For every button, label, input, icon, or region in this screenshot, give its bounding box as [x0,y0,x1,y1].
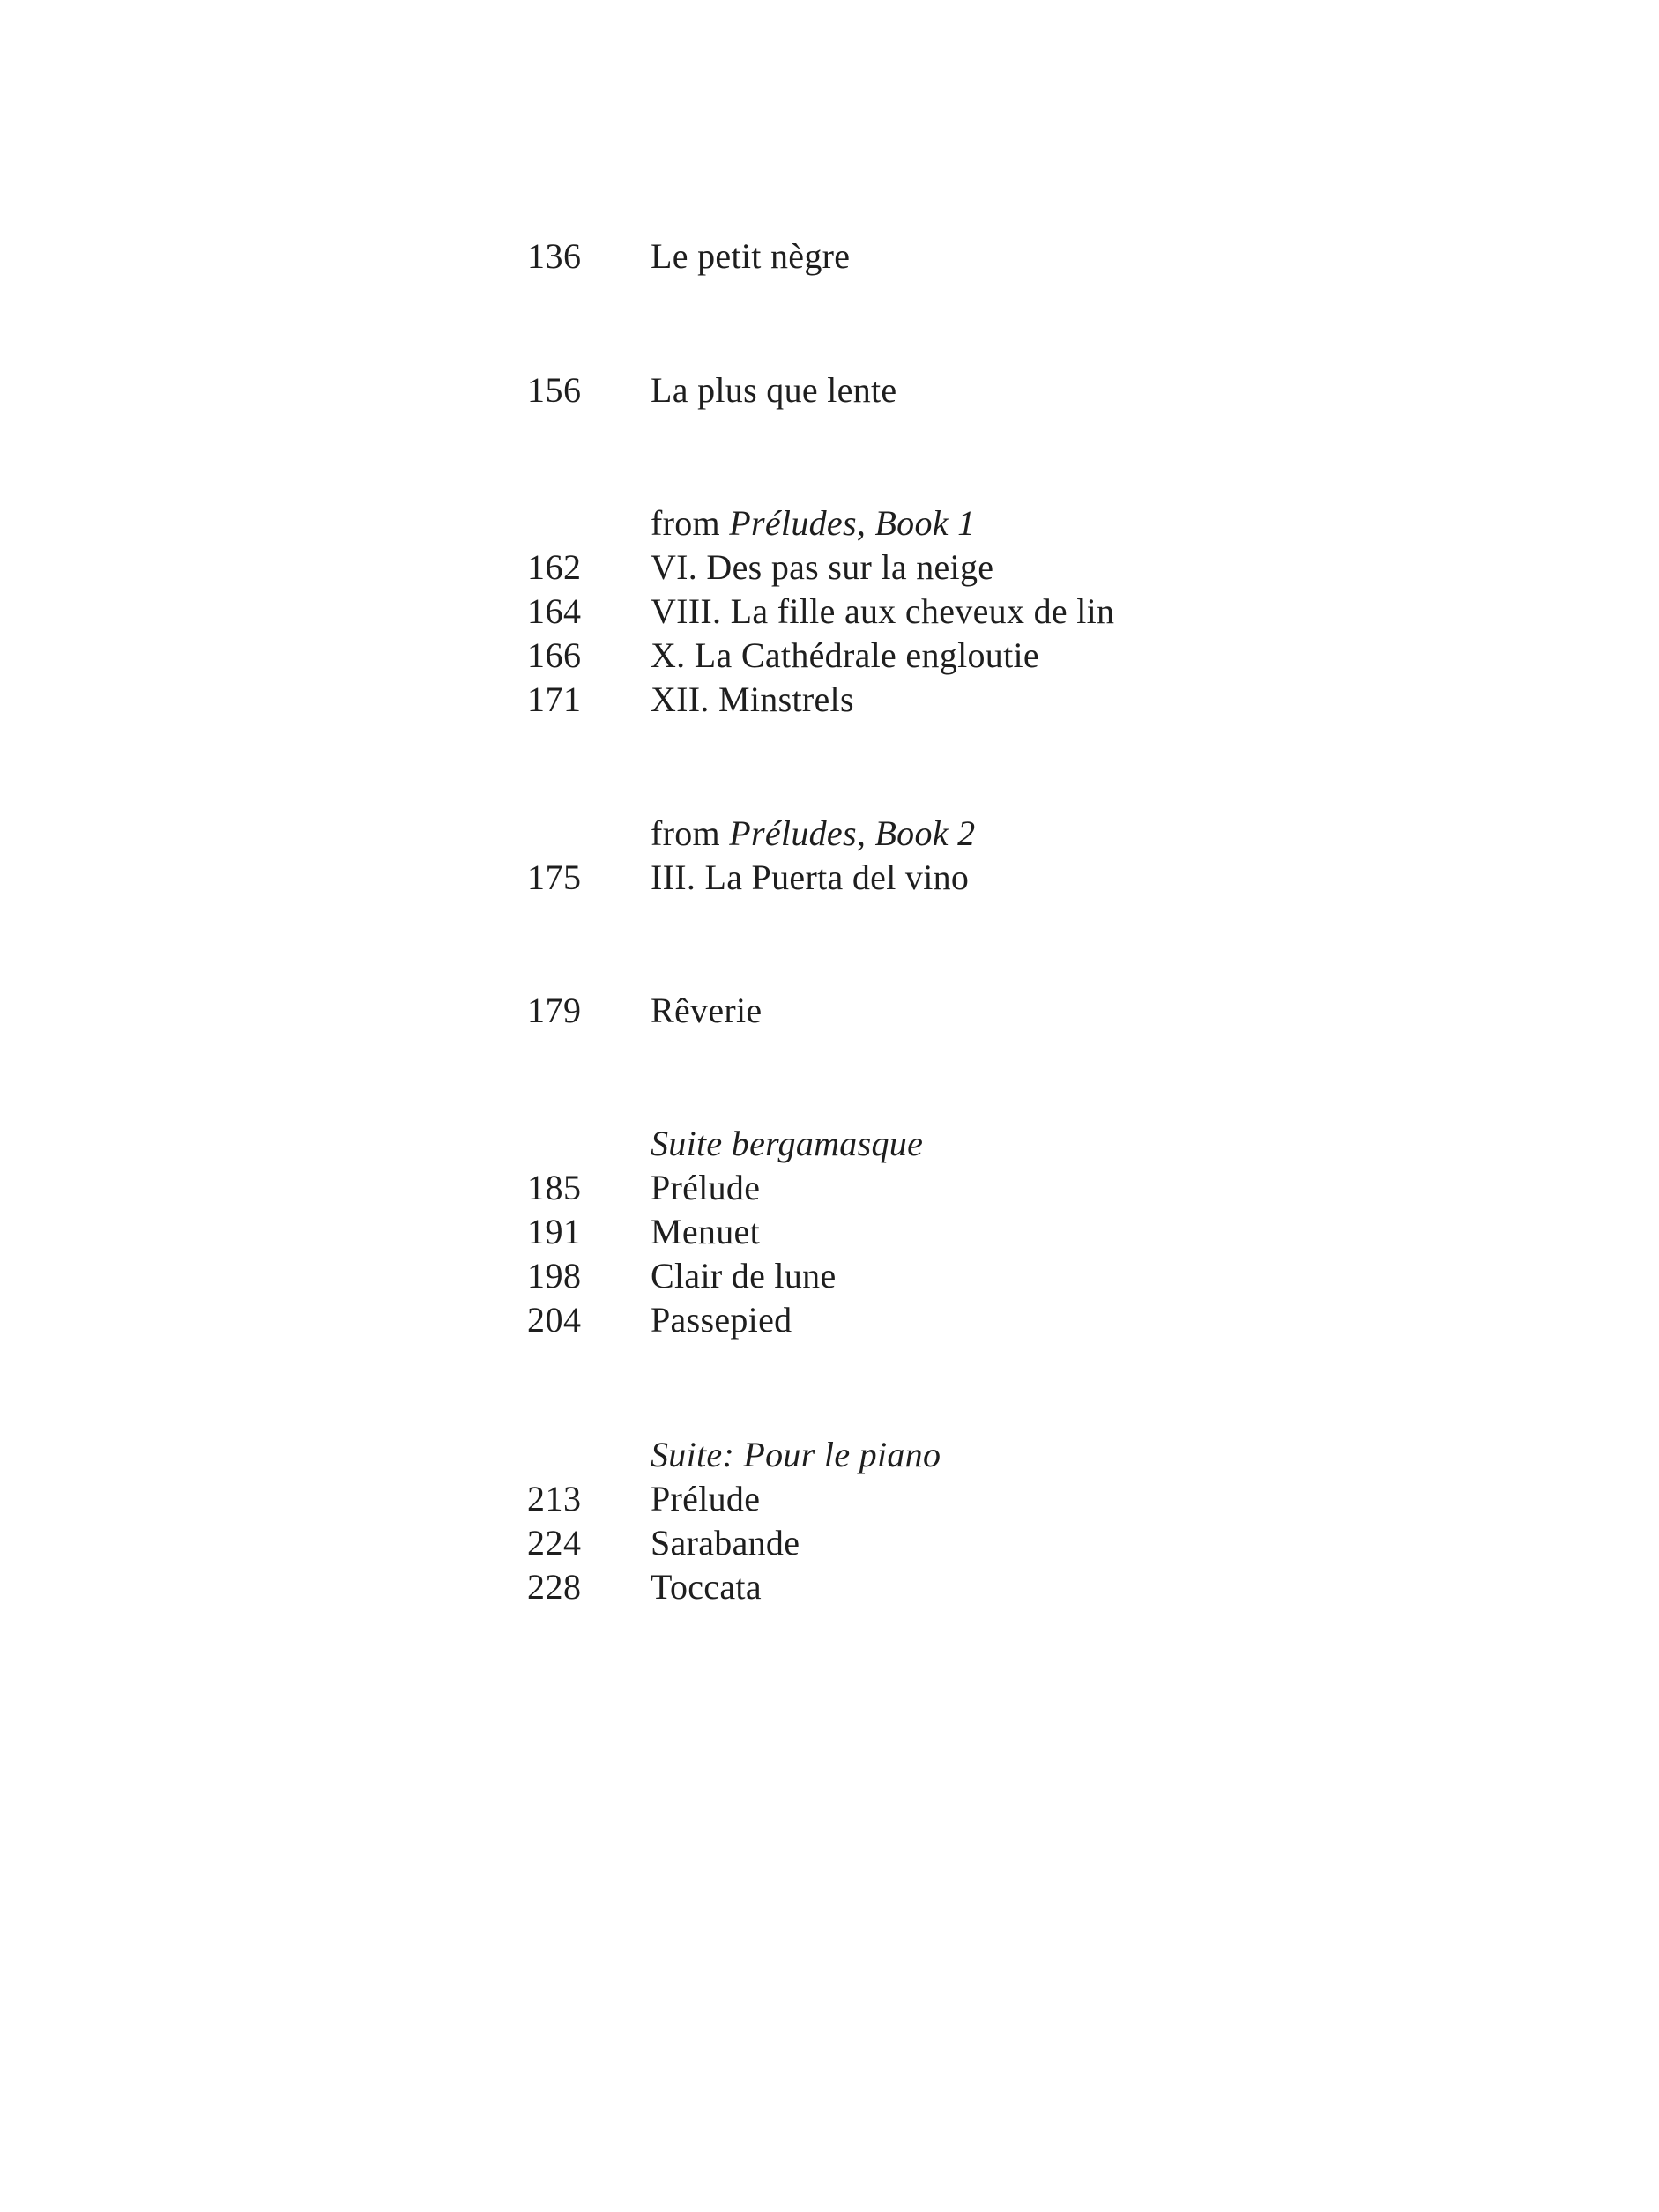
page-number: 171 [527,679,582,719]
entry-title: X. La Cathédrale engloutie [651,635,1039,675]
toc-group [0,1122,1659,1342]
group-heading-title: Suite bergamasque [651,1124,924,1163]
entry-title: VIII. La fille aux cheveux de lin [651,591,1115,631]
entry-title: Le petit nègre [651,236,851,276]
group-heading-prefix: from [651,813,730,853]
entry-title: Passepied [651,1300,792,1340]
toc-group [0,234,1659,278]
entry-title: Clair de lune [651,1256,837,1295]
toc-group [0,1433,1659,1609]
toc-entry [0,856,1659,900]
toc-entry [0,1477,1659,1521]
page-number: 198 [527,1256,582,1295]
entry-title: III. La Puerta del vino [651,857,970,897]
toc-entry [0,1298,1659,1342]
entry-title: Toccata [651,1567,762,1607]
group-heading [651,1122,923,1166]
page-number: 136 [527,236,582,276]
page-number: 204 [527,1300,582,1340]
toc-group [0,501,1659,722]
group-heading-title: Préludes, Book 1 [729,503,976,543]
page-number: 185 [527,1168,582,1207]
entry-title: VI. Des pas sur la neige [651,547,994,587]
entry-title: Sarabande [651,1523,800,1563]
toc-entry [0,234,1659,278]
toc-entry [0,590,1659,634]
entry-title: Rêverie [651,991,763,1030]
entry-title: La plus que lente [651,370,897,410]
page-number: 224 [527,1523,582,1563]
toc-entry [0,1521,1659,1565]
toc-group [0,812,1659,900]
toc-group [0,989,1659,1033]
toc-entry [0,634,1659,678]
entry-title: Prélude [651,1479,761,1518]
page-number: 156 [527,370,582,410]
toc-entry [0,1166,1659,1210]
toc-entry [0,1210,1659,1254]
entry-title: Prélude [651,1168,761,1207]
page-number: 175 [527,857,582,897]
page-number: 228 [527,1567,582,1607]
toc-entry [0,546,1659,590]
group-heading [651,812,975,856]
group-heading-title: Préludes, Book 2 [729,813,976,853]
toc-entry [0,368,1659,412]
toc-group-heading [0,1433,1659,1477]
page-number: 166 [527,635,582,675]
toc-entry [0,989,1659,1033]
page-number: 162 [527,547,582,587]
toc-entry [0,1254,1659,1298]
toc-group [0,368,1659,412]
entry-title: Menuet [651,1212,760,1251]
toc-group-heading [0,812,1659,856]
group-heading [651,501,975,546]
toc-group-heading [0,501,1659,546]
page-number: 179 [527,991,582,1030]
toc-entry [0,678,1659,722]
page-number: 213 [527,1479,582,1518]
toc-entry [0,1565,1659,1609]
toc-group-heading [0,1122,1659,1166]
page-number: 164 [527,591,582,631]
group-heading-prefix: from [651,503,730,543]
group-heading [651,1433,941,1477]
group-heading-title: Suite: Pour le piano [651,1435,941,1474]
page-number: 191 [527,1212,582,1251]
entry-title: XII. Minstrels [651,679,854,719]
